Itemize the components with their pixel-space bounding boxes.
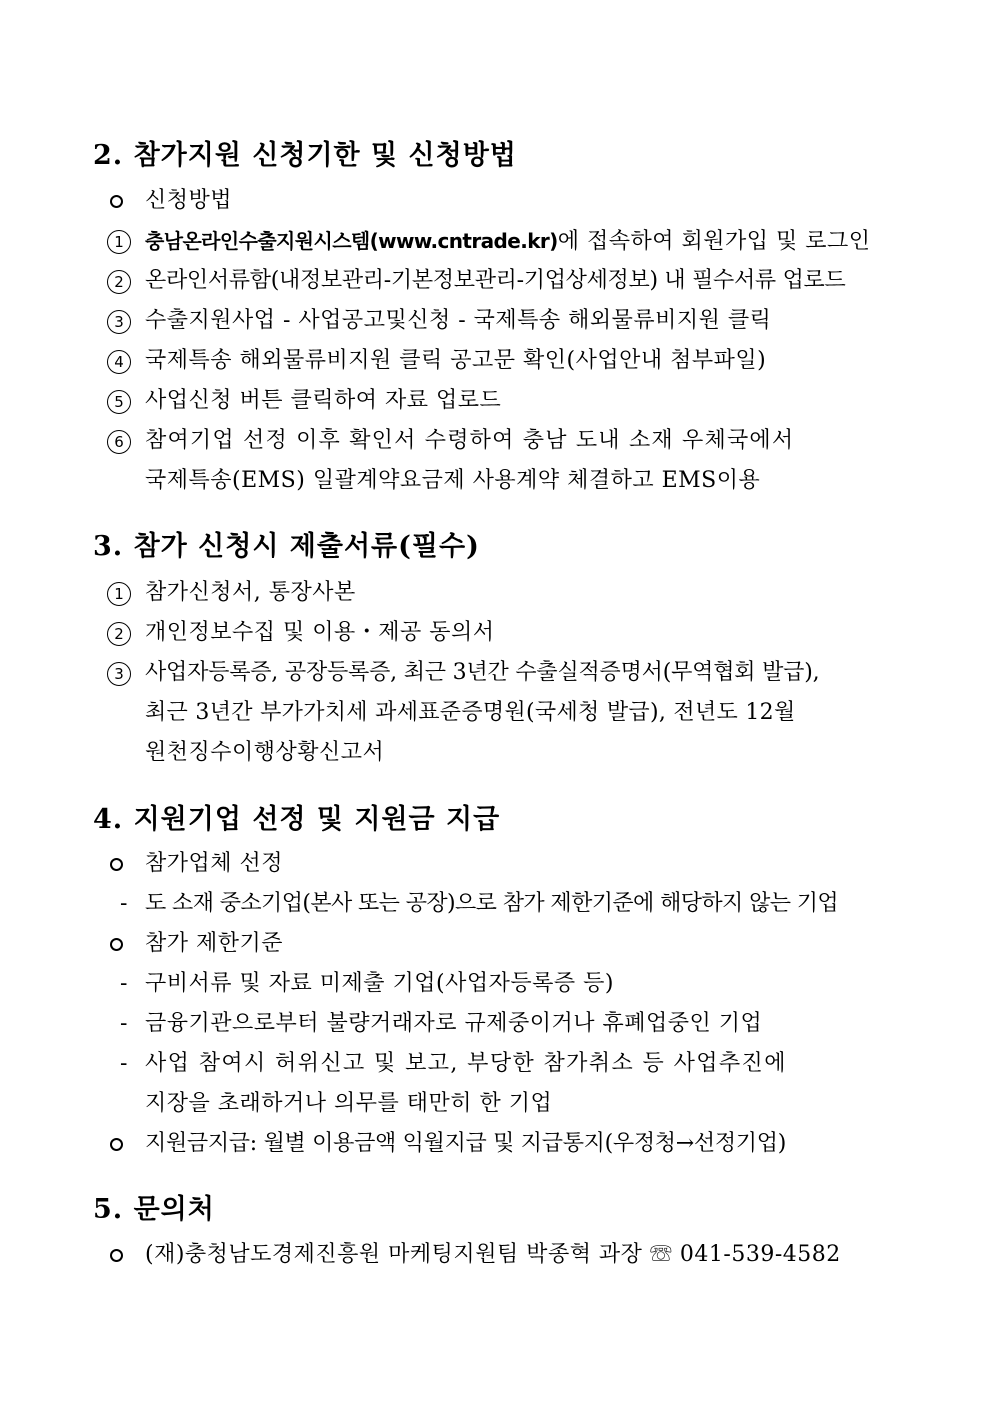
section-4-dash-4-cont: 지장을 초래하거나 의무를 태만히 한 기업 (145, 1091, 553, 1116)
section-4-heading: 4. 지원기업 선정 및 지원금 지급 (93, 804, 501, 835)
dash-marker: - (120, 1011, 128, 1036)
number-4-icon: 4 (107, 350, 131, 374)
section-2-item-6: 참여기업 선정 이후 확인서 수령하여 충남 도내 소재 우체국에서 (145, 428, 795, 453)
bullet-circle-icon (110, 1249, 123, 1262)
section-4-dash-2: 구비서류 및 자료 미제출 기업(사업자등록증 등) (145, 971, 614, 996)
section-4-bullet-2: 참가 제한기준 (145, 931, 284, 956)
section-2-item-4: 국제특송 해외물류비지원 클릭 공고문 확인(사업안내 첨부파일) (145, 348, 767, 373)
dash-marker: - (120, 1051, 128, 1076)
section-2-bullet: 신청방법 (145, 188, 233, 213)
section-2-item-1 (145, 226, 870, 257)
section-3-item-3-cont: 최근 3년간 부가가치세 과세표준증명원(국세청 발급), 전년도 12월 (145, 700, 796, 725)
number-3-icon: 3 (107, 310, 131, 334)
section-2-item-5: 사업신청 버튼 클릭하여 자료 업로드 (145, 388, 502, 413)
dash-marker: - (120, 891, 128, 916)
number-2-icon: 2 (107, 622, 131, 646)
section-4-dash-4: 사업 참여시 허위신고 및 보고, 부당한 참가취소 등 사업추진에 (145, 1051, 787, 1076)
section-4-bullet-3: 지원금지급: 월별 이용금액 익월지급 및 지급통지(우정청→선정기업) (145, 1131, 786, 1156)
section-4-dash-3: 금융기관으로부터 불량거래자로 규제중이거나 휴폐업중인 기업 (145, 1011, 763, 1036)
section-3-item-3: 사업자등록증, 공장등록증, 최근 3년간 수출실적증명서(무역협회 발급), (145, 660, 820, 685)
bullet-circle-icon (110, 858, 123, 871)
system-url: 충남온라인수출지원시스템(www.cntrade.kr) (145, 229, 558, 253)
section-4-dash-1: 도 소재 중소기업(본사 또는 공장)으로 참가 제한기준에 해당하지 않는 기업 (145, 891, 839, 916)
number-6-icon: 6 (107, 430, 131, 454)
contact-info: (재)충청남도경제진흥원 마케팅지원팀 박종혁 과장 ☏ 041-539-4582 (145, 1242, 841, 1267)
section-3-item-3-cont2: 원천징수이행상황신고서 (145, 740, 385, 765)
section-2-item-1-text: 에 접속하여 회원가입 및 로그인 (557, 229, 871, 254)
number-3-icon: 3 (107, 662, 131, 686)
number-1-icon: 1 (107, 582, 131, 606)
number-2-icon: 2 (107, 270, 131, 294)
number-5-icon: 5 (107, 390, 131, 414)
section-3-item-1: 참가신청서, 통장사본 (145, 580, 356, 605)
section-2-item-2: 온라인서류함(내정보관리-기본정보관리-기업상세정보) 내 필수서류 업로드 (145, 268, 846, 293)
section-3-heading: 3. 참가 신청시 제출서류(필수) (93, 531, 480, 562)
section-4-bullet-1: 참가업체 선정 (145, 851, 284, 876)
section-2-heading: 2. 참가지원 신청기한 및 신청방법 (93, 140, 517, 171)
number-1-icon: 1 (107, 230, 131, 254)
section-3-item-2: 개인정보수집 및 이용・제공 동의서 (145, 620, 495, 645)
bullet-circle-icon (110, 938, 123, 951)
bullet-circle-icon (110, 1138, 123, 1151)
dash-marker: - (120, 971, 128, 996)
bullet-circle-icon (110, 195, 123, 208)
section-2-item-3: 수출지원사업 - 사업공고및신청 - 국제특송 해외물류비지원 클릭 (145, 308, 772, 333)
section-5-heading: 5. 문의처 (93, 1194, 215, 1225)
section-2-item-6-cont: 국제특송(EMS) 일괄계약요금제 사용계약 체결하고 EMS이용 (145, 468, 761, 493)
